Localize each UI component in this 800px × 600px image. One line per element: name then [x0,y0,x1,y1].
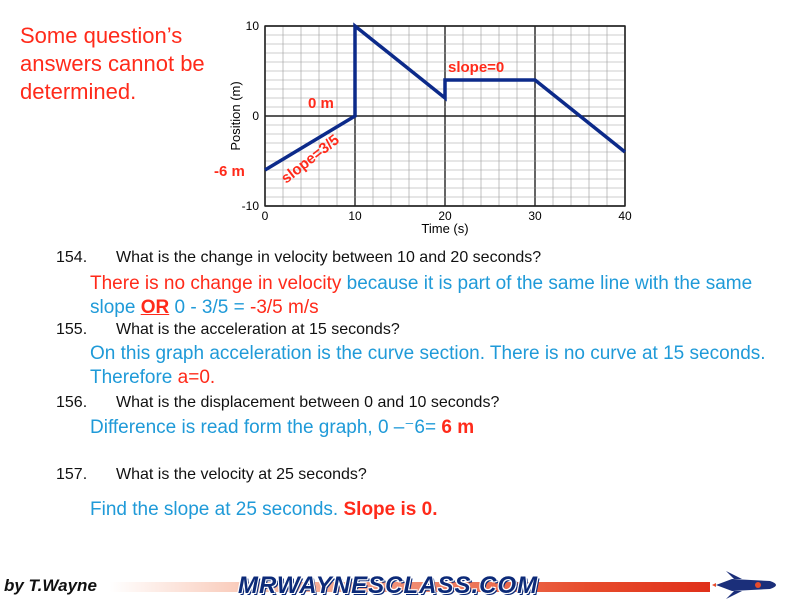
question-154 [56,249,541,267]
question-number: 155. [56,321,88,338]
rocket-icon [712,570,784,600]
x-tick-label: 30 [528,209,542,223]
note-text: Some question’s answers cannot be determined. [20,23,205,104]
question-text: What is the velocity at 25 seconds? [116,466,367,483]
answer-part: There is no change in velocity [90,273,342,294]
question-number: 156. [56,394,88,411]
answer-part: OR [140,297,170,318]
annotation-neg-six: -6 m [214,163,245,180]
answer-part: On this graph acceleration is the curve section. There is no curve at 15 seconds. Therefore [90,343,766,388]
question-text: What is the acceleration at 15 seconds? [116,321,400,338]
answer-157 [90,498,770,522]
x-tick-label: 0 [261,209,269,223]
y-tick-label: 0 [252,109,259,123]
x-axis-label: Time (s) [421,221,469,236]
answer-156 [90,416,770,440]
x-tick-label: 20 [438,209,452,223]
y-tick-label: 10 [245,19,259,33]
author-credit: by T.Wayne [4,576,97,595]
question-text: What is the displacement between 0 and 10 seconds? [116,394,500,411]
answer-154 [90,272,770,320]
answer-part: -3/5 m/s [250,297,319,318]
x-tick-label: 10 [348,209,362,223]
y-tick-label: -10 [241,199,259,213]
question-155 [56,321,400,339]
answer-part: 6 m [441,417,475,438]
question-text: What is the change in velocity between 10 and 20 seconds? [116,249,542,266]
answer-part: Slope is 0. [343,499,438,520]
y-axis-label: Position (m) [228,81,243,151]
answer-part: Difference is read form the graph, 0 –⁻6= [90,417,442,438]
question-157 [56,466,367,484]
chart-grid [265,26,625,206]
answer-part: because it is part of the same line with the same slope [90,273,753,318]
annotation-zero-m: 0 m [308,95,334,112]
answer-155 [90,342,770,390]
question-number: 157. [56,466,88,483]
x-tick-label: 40 [618,209,632,223]
answer-part: a=0. [177,367,216,388]
annotation-slope-frac: slope=3/5 [277,131,343,188]
site-logo: MRWAYNESCLASS.COM [238,572,539,599]
question-156 [56,394,499,412]
position-time-chart [0,0,800,240]
answer-part: 0 - 3/5 = [169,297,250,318]
answer-part: Find the slope at 25 seconds. [90,499,344,520]
question-number: 154. [56,249,88,266]
chart-tick-labels [242,19,632,223]
annotation-slope-zero: slope=0 [448,59,505,76]
